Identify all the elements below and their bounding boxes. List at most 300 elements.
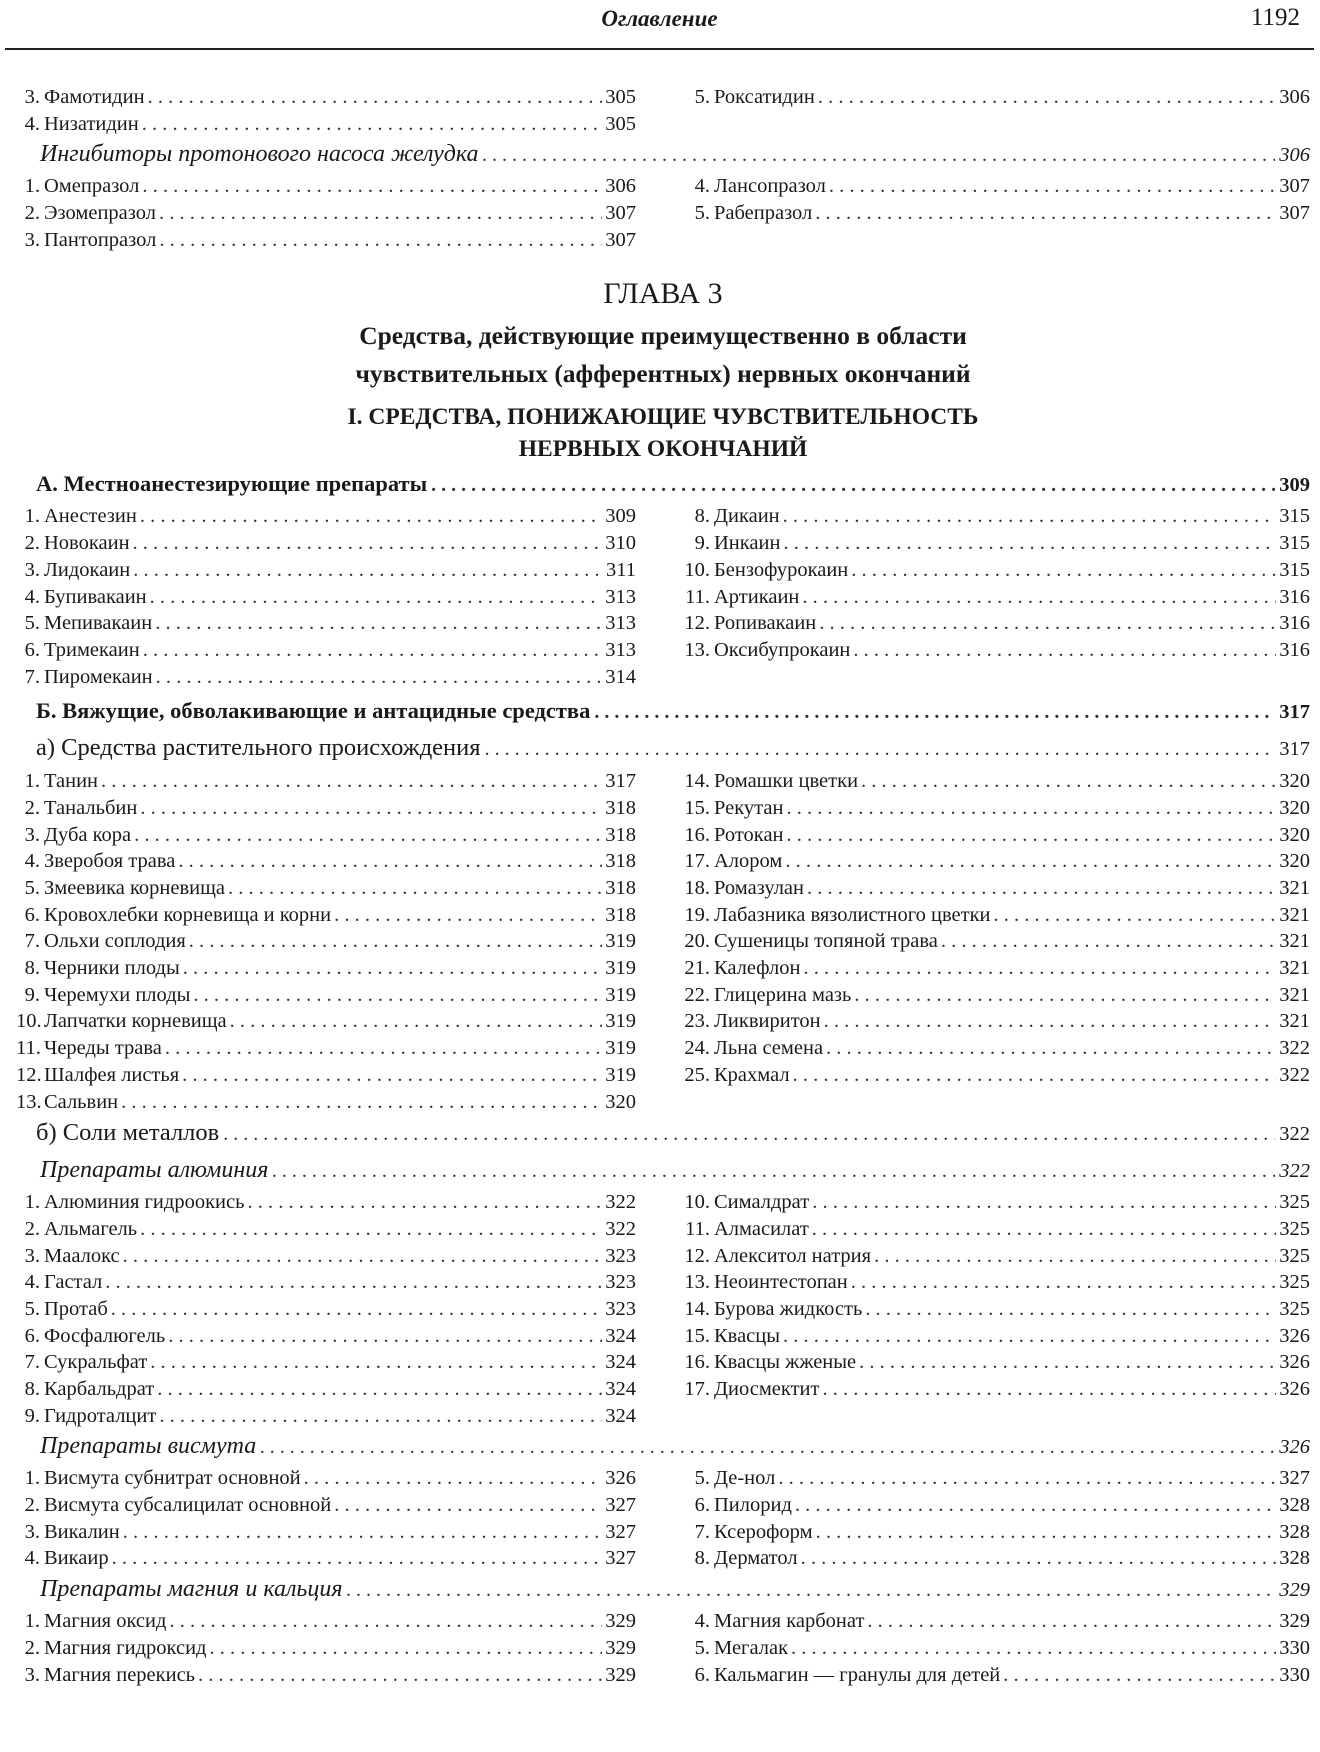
dot-leader <box>142 175 602 198</box>
toc-entry-title: Маалокс <box>44 1244 120 1267</box>
subgroup-heading[interactable] <box>16 1433 1310 1467</box>
toc-entry[interactable] <box>680 1494 1310 1521</box>
toc-entry-number: 16. <box>684 1351 710 1374</box>
toc-entry-number: 21. <box>684 957 710 980</box>
toc-left-column <box>16 1191 636 1431</box>
toc-entry[interactable] <box>680 1218 1310 1245</box>
toc-entry-page: 318 <box>605 877 636 899</box>
toc-entry-page: 329 <box>1279 1610 1310 1633</box>
toc-entry[interactable] <box>16 957 636 984</box>
dot-leader <box>210 1637 603 1660</box>
dot-leader <box>815 202 1276 225</box>
toc-entry-page: 319 <box>605 957 636 980</box>
toc-entry[interactable] <box>680 532 1310 559</box>
toc-entry[interactable] <box>680 1637 1310 1664</box>
toc-entry[interactable] <box>16 1010 636 1037</box>
toc-entry-number: 13. <box>16 1090 42 1113</box>
toc-entry-title: Карбальдрат <box>44 1378 155 1400</box>
toc-entry[interactable] <box>16 113 636 140</box>
toc-entry-number: 15. <box>684 1324 710 1347</box>
toc-entry-title: Алором <box>714 850 783 873</box>
toc-entry-page: 321 <box>1279 983 1310 1006</box>
toc-entry[interactable] <box>680 1610 1310 1637</box>
toc-entry-page: 328 <box>1279 1520 1310 1543</box>
dot-leader <box>791 1637 1276 1660</box>
toc-entry[interactable] <box>16 1037 636 1064</box>
toc-entry-number: 11. <box>685 585 710 608</box>
toc-entry-page: 314 <box>605 665 636 688</box>
toc-entry[interactable] <box>680 1521 1310 1548</box>
toc-entry-title: Фосфалюгель <box>44 1324 166 1347</box>
toc-entry-title: Магния оксид <box>44 1610 167 1633</box>
dot-leader <box>142 113 603 136</box>
toc-entry-title: Пилорид <box>714 1494 792 1517</box>
toc-entry-title: Кальмагин — гранулы для детей <box>714 1663 1001 1686</box>
toc-entry-page: 325 <box>1279 1244 1310 1267</box>
toc-entry-label <box>16 1298 108 1321</box>
chapter-number: ГЛАВА 3 <box>603 277 723 311</box>
toc-entry-title: Магния карбонат <box>714 1610 865 1633</box>
toc-entry-label <box>16 1091 118 1114</box>
toc-entry-page: 327 <box>1279 1467 1310 1490</box>
toc-entry[interactable] <box>680 770 1310 797</box>
dot-leader <box>157 1378 602 1401</box>
toc-entry-number: 22. <box>684 983 710 1006</box>
dot-leader <box>812 1191 1276 1214</box>
toc-entry-number: 2. <box>24 1636 40 1659</box>
toc-entry-number: 1. <box>24 770 40 793</box>
toc-entry-page: 326 <box>1279 1324 1310 1347</box>
toc-entry-number: 17. <box>684 1378 710 1400</box>
toc-entry-page: 307 <box>605 202 636 225</box>
toc-entry-label <box>680 1637 788 1660</box>
dot-leader <box>140 797 602 820</box>
toc-entry-label <box>16 984 190 1007</box>
dot-leader <box>346 1579 1275 1602</box>
toc-entry-number: 17. <box>684 850 710 873</box>
toc-entry-number: 25. <box>684 1063 710 1086</box>
dot-leader <box>853 639 1276 662</box>
toc-entry-number: 20. <box>684 930 710 953</box>
toc-entry-title: Льна семена <box>714 1037 824 1060</box>
toc-entry[interactable] <box>680 984 1310 1011</box>
toc-entry-title: Инкаин <box>714 532 781 555</box>
dot-leader <box>230 1010 603 1033</box>
dot-leader <box>140 505 602 528</box>
dot-leader <box>826 1037 1276 1060</box>
running-header <box>5 0 1314 50</box>
dot-leader <box>816 1521 1277 1544</box>
section-heading[interactable] <box>16 698 1310 732</box>
toc-entry-page: 320 <box>1279 796 1310 819</box>
toc-entry[interactable] <box>16 1064 636 1091</box>
section-page: 306 <box>1279 144 1310 167</box>
toc-entry-label <box>680 957 800 980</box>
toc-entry-number: 6. <box>24 638 40 661</box>
subgroup-heading[interactable] <box>16 1576 1310 1610</box>
toc-entry[interactable] <box>680 1664 1310 1691</box>
toc-entry[interactable] <box>16 532 636 559</box>
toc-entry[interactable] <box>16 1091 636 1118</box>
toc-entry-title: Шалфея листья <box>44 1063 180 1086</box>
toc-entry[interactable] <box>16 1378 636 1405</box>
toc-entry-page: 322 <box>1279 1063 1310 1086</box>
toc-entry[interactable] <box>680 904 1310 931</box>
toc-entry-title: Бензофурокаин <box>714 558 849 581</box>
subgroup-heading[interactable] <box>16 141 1310 175</box>
toc-entry[interactable] <box>16 984 636 1011</box>
dot-leader <box>851 1271 1277 1294</box>
section-title: Ингибиторы протонового насоса желудка <box>40 141 479 168</box>
toc-entry-label <box>680 1298 862 1321</box>
toc-entry[interactable] <box>680 957 1310 984</box>
toc-entry-label <box>16 1191 244 1214</box>
toc-entry-page: 318 <box>605 823 636 846</box>
toc-entry-number: 7. <box>24 930 40 953</box>
dot-leader <box>101 770 602 793</box>
dot-leader <box>304 1467 603 1490</box>
toc-entry[interactable] <box>16 1191 636 1218</box>
toc-entry-page: 320 <box>1279 823 1310 846</box>
toc-entry-label <box>16 850 175 873</box>
toc-entry-number: 4. <box>694 1610 710 1633</box>
toc-entry[interactable] <box>16 1351 636 1378</box>
toc-left-column <box>16 1610 636 1690</box>
toc-entry[interactable] <box>680 877 1310 904</box>
toc-entry[interactable] <box>16 612 636 639</box>
toc-entry[interactable] <box>680 1037 1310 1064</box>
toc-entry-label <box>680 1245 871 1268</box>
toc-entry-label <box>16 1271 102 1294</box>
dot-leader <box>786 797 1276 820</box>
toc-entry-number: 4. <box>694 175 710 198</box>
toc-entry-label <box>16 1547 109 1570</box>
dot-leader <box>112 1547 603 1570</box>
toc-entry-title: Квасцы жженые <box>714 1351 857 1374</box>
toc-entry[interactable] <box>680 1245 1310 1272</box>
toc-entry[interactable] <box>680 930 1310 957</box>
toc-entry[interactable] <box>680 505 1310 532</box>
toc-right-column <box>680 1191 1310 1431</box>
toc-entry-label <box>680 797 783 820</box>
toc-entry[interactable] <box>16 202 636 229</box>
toc-entry-page: 325 <box>1279 1271 1310 1294</box>
subsection-heading[interactable] <box>16 1119 1310 1155</box>
toc-entry[interactable] <box>16 1325 636 1352</box>
toc-entry-number: 8. <box>694 1547 710 1570</box>
toc-entry[interactable] <box>16 1547 636 1574</box>
dot-leader <box>859 1351 1276 1374</box>
toc-entry-title: Крахмал <box>714 1063 790 1086</box>
toc-entry-number: 6. <box>694 1494 710 1517</box>
toc-entry-number: 7. <box>694 1520 710 1543</box>
toc-entry-number: 11. <box>16 1037 41 1060</box>
dot-leader <box>140 1218 602 1241</box>
toc-entry-title: Протаб <box>44 1297 108 1320</box>
toc-entry[interactable] <box>680 824 1310 851</box>
toc-entry-title: Пиромекаин <box>44 665 153 688</box>
dot-leader <box>812 1218 1276 1241</box>
toc-entry[interactable] <box>16 175 636 202</box>
toc-entry-page: 320 <box>1279 850 1310 873</box>
toc-entry-title: Черемухи плоды <box>44 983 191 1006</box>
toc-entry[interactable] <box>16 1467 636 1494</box>
chapter-heading <box>16 277 1310 465</box>
toc-entry-label <box>16 612 152 635</box>
toc-entry[interactable] <box>680 1378 1310 1405</box>
toc-entry-page: 325 <box>1279 1297 1310 1320</box>
subgroup-heading[interactable] <box>16 1157 1310 1191</box>
toc-entry-label <box>16 877 225 900</box>
toc-entry[interactable] <box>16 86 636 113</box>
dot-leader <box>807 877 1276 900</box>
toc-entry-label <box>16 904 331 927</box>
dot-leader <box>198 1664 602 1687</box>
toc-entry-label <box>680 770 858 793</box>
subsection-heading[interactable] <box>16 734 1310 770</box>
toc-entry-label <box>16 1637 207 1660</box>
toc-entry[interactable] <box>680 202 1310 229</box>
toc-entry[interactable] <box>16 666 636 693</box>
toc-entry-label <box>680 1351 856 1374</box>
toc-entry-page: 326 <box>1279 1351 1310 1374</box>
toc-entry-label <box>16 175 139 198</box>
toc-entry-label <box>680 1218 809 1241</box>
dot-leader <box>156 666 603 689</box>
dot-leader <box>778 1467 1276 1490</box>
toc-entry-number: 13. <box>684 1271 710 1294</box>
toc-left-column <box>16 505 636 692</box>
toc-entry-page: 324 <box>605 1351 636 1374</box>
toc-entry-number: 8. <box>24 957 40 980</box>
toc-entry-page: 319 <box>605 1010 636 1033</box>
toc-entry[interactable] <box>16 1664 636 1691</box>
toc-entry-number: 15. <box>684 796 710 819</box>
toc-entry[interactable] <box>680 1325 1310 1352</box>
toc-entry-page: 326 <box>1279 1378 1310 1400</box>
dot-leader <box>260 1436 1275 1459</box>
dot-leader <box>867 1610 1276 1633</box>
toc-entry-number: 4. <box>24 585 40 608</box>
chapter-title <box>253 317 1073 393</box>
toc-entry-number: 2. <box>24 1494 40 1517</box>
toc-entry-page: 321 <box>1279 930 1310 953</box>
toc-entry-label <box>680 1494 792 1517</box>
toc-entry[interactable] <box>16 850 636 877</box>
toc-entry[interactable] <box>680 1351 1310 1378</box>
dot-leader <box>121 1091 602 1114</box>
toc-entry[interactable] <box>16 639 636 666</box>
toc-entry[interactable] <box>16 1521 636 1548</box>
toc-entry-title: Сушеницы топяной трава <box>714 930 938 953</box>
dot-leader <box>829 175 1276 198</box>
toc-entry[interactable] <box>16 1218 636 1245</box>
toc-entry[interactable] <box>680 559 1310 586</box>
dot-leader <box>178 850 602 873</box>
toc-entry-page: 321 <box>1279 1010 1310 1033</box>
toc-entry-number: 2. <box>24 202 40 225</box>
toc-entry-title: Магния перекись <box>44 1663 196 1686</box>
dot-leader <box>824 1010 1277 1033</box>
dot-leader <box>159 202 602 225</box>
part-title <box>253 401 1073 465</box>
toc-entry-title: Сукральфат <box>44 1351 148 1374</box>
toc-entry-label <box>16 639 140 662</box>
toc-entry-page: 322 <box>605 1191 636 1214</box>
toc-entry-page: 323 <box>605 1271 636 1294</box>
toc-entry-page: 327 <box>605 1520 636 1543</box>
toc-entry[interactable] <box>680 1191 1310 1218</box>
toc-entry-title: Дерматол <box>714 1547 798 1570</box>
toc-entry-number: 3. <box>24 86 40 108</box>
dot-leader <box>247 1191 602 1214</box>
toc-entry[interactable] <box>680 1010 1310 1037</box>
toc-entry-title: Лабазника вязолистного цветки <box>714 903 991 926</box>
toc-entry[interactable] <box>16 877 636 904</box>
toc-entry[interactable] <box>680 586 1310 613</box>
toc-entry[interactable] <box>16 229 636 256</box>
toc-entry-label <box>680 824 784 847</box>
toc-entry-title: Анестезин <box>44 505 137 528</box>
toc-entry-label <box>680 586 799 609</box>
section-page: 322 <box>1279 1123 1310 1146</box>
section-page: 309 <box>1279 474 1310 497</box>
part-title-line: I. СРЕДСТВА, ПОНИЖАЮЩИЕ ЧУВСТВИТЕЛЬНОСТЬ <box>347 404 979 431</box>
toc-entry-label <box>16 1664 195 1687</box>
toc-entry-title: Ромашки цветки <box>714 770 859 793</box>
toc-entry-page: 324 <box>605 1324 636 1347</box>
toc-entry-page: 329 <box>605 1610 636 1633</box>
dot-leader <box>189 930 602 953</box>
toc-entry-block <box>16 1610 1310 1690</box>
toc-entry-page: 321 <box>1279 903 1310 926</box>
toc-entry[interactable] <box>680 1298 1310 1325</box>
toc-entry-page: 329 <box>605 1663 636 1686</box>
toc-entry[interactable] <box>680 1064 1310 1091</box>
toc-entry-number: 6. <box>694 1663 710 1686</box>
toc-entry-label <box>680 1467 775 1490</box>
toc-entry-page: 316 <box>1279 638 1310 661</box>
toc-entry-label <box>16 1494 331 1517</box>
toc-entry-number: 24. <box>684 1037 710 1060</box>
toc-entry[interactable] <box>16 797 636 824</box>
dot-leader <box>150 586 603 609</box>
dot-leader <box>182 1064 602 1087</box>
toc-entry-title: Алмасилат <box>714 1217 809 1240</box>
dot-leader <box>594 701 1275 724</box>
toc-entry-title: Де-нол <box>714 1467 776 1490</box>
section-heading[interactable] <box>16 471 1310 505</box>
dot-leader <box>822 1378 1276 1401</box>
toc-entry-page: 320 <box>1279 770 1310 793</box>
dot-leader <box>861 770 1276 793</box>
dot-leader <box>485 738 1276 761</box>
dot-leader <box>801 1547 1277 1570</box>
toc-entry-label <box>680 1547 798 1570</box>
toc-entry-title: Рекутан <box>714 796 784 819</box>
toc-entry-page: 321 <box>1279 877 1310 899</box>
toc-entry-page: 306 <box>1279 86 1310 108</box>
toc-entry-title: Черники плоды <box>44 957 180 980</box>
table-of-contents <box>16 86 1310 1690</box>
toc-entry-label <box>16 113 139 136</box>
toc-entry-label <box>16 229 156 252</box>
toc-entry-number: 10. <box>684 558 710 581</box>
toc-entry[interactable] <box>16 824 636 851</box>
toc-entry-number: 3. <box>24 823 40 846</box>
section-page: 329 <box>1279 1579 1310 1602</box>
toc-entry[interactable] <box>16 1271 636 1298</box>
toc-entry[interactable] <box>680 175 1310 202</box>
dot-leader <box>193 984 602 1007</box>
toc-entry-title: Ксероформ <box>714 1520 813 1543</box>
section-title: Препараты магния и кальция <box>40 1576 343 1603</box>
toc-entry-title: Алекситол натрия <box>714 1244 872 1267</box>
toc-entry-block <box>16 770 1310 1117</box>
toc-entry-label <box>16 1325 165 1348</box>
toc-entry-title: Ротокан <box>714 823 784 846</box>
dot-leader <box>783 1325 1276 1348</box>
dot-leader <box>133 532 603 555</box>
toc-entry-title: Висмута субнитрат основной <box>44 1467 301 1490</box>
toc-entry-label <box>16 1378 154 1401</box>
toc-entry[interactable] <box>16 770 636 797</box>
toc-entry-label <box>16 1610 166 1633</box>
toc-entry-number: 9. <box>694 532 710 555</box>
toc-right-column <box>680 86 1310 139</box>
toc-entry[interactable] <box>16 1245 636 1272</box>
toc-entry[interactable] <box>680 1467 1310 1494</box>
toc-entry[interactable] <box>680 1547 1310 1574</box>
toc-entry-page: 311 <box>606 558 636 581</box>
toc-entry[interactable] <box>680 1271 1310 1298</box>
toc-entry[interactable] <box>16 904 636 931</box>
toc-entry-page: 307 <box>1279 175 1310 198</box>
toc-entry[interactable] <box>16 1610 636 1637</box>
toc-entry-label <box>16 586 147 609</box>
toc-right-column <box>680 1467 1310 1574</box>
toc-entry-number: 23. <box>684 1010 710 1033</box>
toc-entry[interactable] <box>16 559 636 586</box>
toc-entry-label <box>16 824 131 847</box>
toc-entry[interactable] <box>16 930 636 957</box>
toc-entry[interactable] <box>680 612 1310 639</box>
section-title: Б. Вяжущие, обволакивающие и антацидные средства <box>36 698 591 724</box>
toc-entry[interactable] <box>16 505 636 532</box>
toc-entry[interactable] <box>16 1298 636 1325</box>
toc-entry[interactable] <box>680 86 1310 113</box>
dot-leader <box>123 1521 603 1544</box>
toc-entry[interactable] <box>16 586 636 613</box>
toc-entry-page: 317 <box>605 770 636 793</box>
toc-entry[interactable] <box>16 1405 636 1432</box>
toc-entry-number: 1. <box>24 505 40 528</box>
toc-entry[interactable] <box>680 639 1310 666</box>
toc-right-column <box>680 1610 1310 1690</box>
toc-entry-label <box>680 532 780 555</box>
toc-entry-number: 10. <box>684 1191 710 1214</box>
dot-leader <box>795 1494 1276 1517</box>
toc-entry-number: 4. <box>24 112 40 135</box>
section-title: б) Соли металлов <box>36 1119 220 1147</box>
toc-entry[interactable] <box>680 797 1310 824</box>
dot-leader <box>941 930 1276 953</box>
toc-entry[interactable] <box>680 850 1310 877</box>
toc-entry-number: 5. <box>694 1467 710 1490</box>
toc-entry-label <box>680 1325 780 1348</box>
toc-entry[interactable] <box>16 1637 636 1664</box>
toc-entry[interactable] <box>16 1494 636 1521</box>
